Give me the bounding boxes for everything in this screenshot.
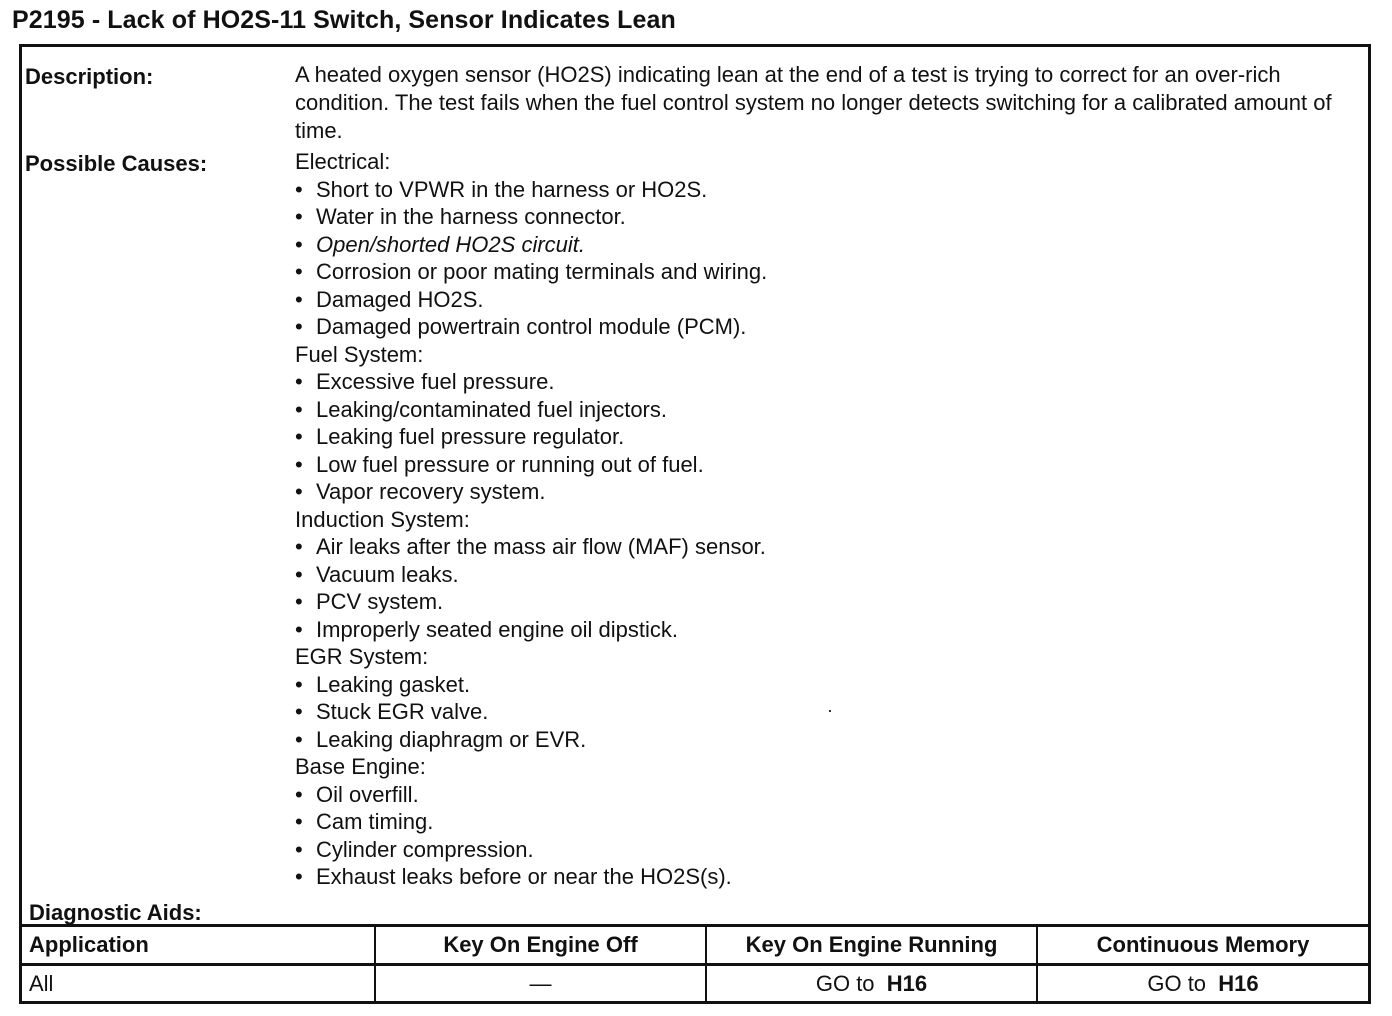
cause-text: Oil overfill.	[316, 781, 419, 807]
cell-application: All	[22, 965, 375, 1003]
cause-text: Water in the harness connector.	[316, 204, 626, 229]
table-row	[22, 965, 1368, 1003]
cause-list-item	[295, 726, 1355, 754]
cause-text: PCV system.	[316, 589, 444, 614]
cause-list-item	[295, 533, 1355, 561]
bullet-icon: •	[295, 534, 303, 559]
diagnostic-aids-label: Diagnostic Aids:	[29, 900, 202, 925]
cause-list-item	[295, 808, 1355, 836]
bullet-icon: •	[295, 314, 303, 339]
cause-text: Open/shorted HO2S circuit.	[316, 231, 586, 257]
bullet-icon: •	[295, 781, 303, 807]
cause-list-item	[295, 588, 1355, 616]
cause-list-item	[295, 671, 1355, 699]
cause-text: Vacuum leaks.	[316, 561, 459, 587]
header-koeo: Key On Engine Off	[375, 926, 706, 965]
bullet-icon: •	[295, 424, 303, 449]
cause-list-item	[295, 698, 1355, 726]
cm-go-to-text: GO to	[1147, 971, 1207, 996]
cause-text: Cylinder compression.	[316, 836, 534, 862]
bullet-icon: •	[295, 231, 303, 257]
dtc-frame	[19, 44, 1371, 1004]
cause-text: Excessive fuel pressure.	[316, 369, 555, 394]
bullet-icon: •	[295, 176, 303, 202]
cause-text: Vapor recovery system.	[316, 479, 546, 504]
cause-text: Short to VPWR in the harness or HO2S.	[316, 176, 708, 202]
bullet-icon: •	[295, 809, 303, 834]
possible-causes-list	[295, 148, 1355, 891]
cause-text: Leaking gasket.	[316, 671, 471, 697]
bullet-icon: •	[295, 726, 303, 752]
cause-group-heading: Induction System:	[295, 506, 470, 532]
stray-dot	[829, 710, 831, 712]
koer-test-code: H16	[886, 971, 928, 996]
bullet-icon: •	[295, 396, 303, 422]
cause-text: Leaking/contaminated fuel injectors.	[316, 396, 667, 422]
cause-text: Damaged HO2S.	[316, 286, 484, 312]
cause-group-heading: EGR System:	[295, 644, 429, 669]
bullet-icon: •	[295, 671, 303, 697]
cause-group-heading: Base Engine:	[295, 754, 426, 779]
cause-list-item	[295, 258, 1355, 286]
cause-text: Corrosion or poor mating terminals and wiring.	[316, 259, 768, 284]
bullet-icon: •	[295, 836, 303, 862]
cause-text: Cam timing.	[316, 809, 434, 834]
cause-list-item	[295, 836, 1355, 864]
description-label: Description:	[25, 64, 154, 89]
cause-list-item	[295, 313, 1355, 341]
cell-koeo: —	[375, 965, 706, 1003]
description-text: A heated oxygen sensor (HO2S) indicating lean at the end of a test is trying to correct for an over-rich condition. The test fails when the fuel control system no longer detects switching for a calibrated amount of time.	[295, 62, 1332, 143]
cause-list-item	[295, 231, 1355, 259]
cause-list-item	[295, 176, 1355, 204]
cell-continuous-memory	[1037, 965, 1368, 1003]
bullet-icon: •	[295, 699, 303, 724]
cause-list-item	[295, 561, 1355, 589]
cause-text: Exhaust leaks before or near the HO2S(s).	[316, 864, 732, 889]
cause-text: Damaged powertrain control module (PCM).	[316, 314, 747, 339]
bullet-icon: •	[295, 451, 303, 477]
bullet-icon: •	[295, 561, 303, 587]
cause-text: Improperly seated engine oil dipstick.	[316, 616, 678, 642]
cause-list-item	[295, 203, 1355, 231]
possible-causes-label: Possible Causes:	[25, 151, 208, 176]
cause-list-item	[295, 423, 1355, 451]
header-application: Application	[22, 926, 375, 965]
cause-text: Leaking diaphragm or EVR.	[316, 726, 587, 752]
cause-text: Air leaks after the mass air flow (MAF) sensor.	[316, 534, 766, 559]
bullet-icon: •	[295, 369, 303, 394]
diagnostic-table	[22, 924, 1368, 1002]
cause-list-item	[295, 368, 1355, 396]
bullet-icon: •	[295, 259, 303, 284]
bullet-icon: •	[295, 479, 303, 504]
cause-list-item	[295, 781, 1355, 809]
bullet-icon: •	[295, 286, 303, 312]
page-title: P2195 - Lack of HO2S-11 Switch, Sensor Indicates Lean	[12, 6, 676, 34]
cause-text: Low fuel pressure or running out of fuel.	[316, 451, 704, 477]
cause-list-item	[295, 451, 1355, 479]
cause-list-item	[295, 396, 1355, 424]
cause-group-heading: Electrical:	[295, 149, 391, 174]
cm-test-code: H16	[1218, 971, 1259, 996]
cause-text: Stuck EGR valve.	[316, 699, 489, 724]
header-continuous-memory: Continuous Memory	[1037, 926, 1368, 965]
cell-koer	[706, 965, 1037, 1003]
bullet-icon: •	[295, 204, 303, 229]
cause-list-item	[295, 286, 1355, 314]
cause-list-item	[295, 863, 1355, 891]
bullet-icon: •	[295, 589, 303, 614]
bullet-icon: •	[295, 616, 303, 642]
cause-text: Leaking fuel pressure regulator.	[316, 424, 625, 449]
header-koer: Key On Engine Running	[706, 926, 1037, 965]
table-header-row	[22, 926, 1368, 965]
cause-list-item	[295, 616, 1355, 644]
cause-list-item	[295, 478, 1355, 506]
cause-group-heading: Fuel System:	[295, 341, 424, 367]
bullet-icon: •	[295, 864, 303, 889]
koer-go-to-text: GO to	[815, 971, 875, 996]
